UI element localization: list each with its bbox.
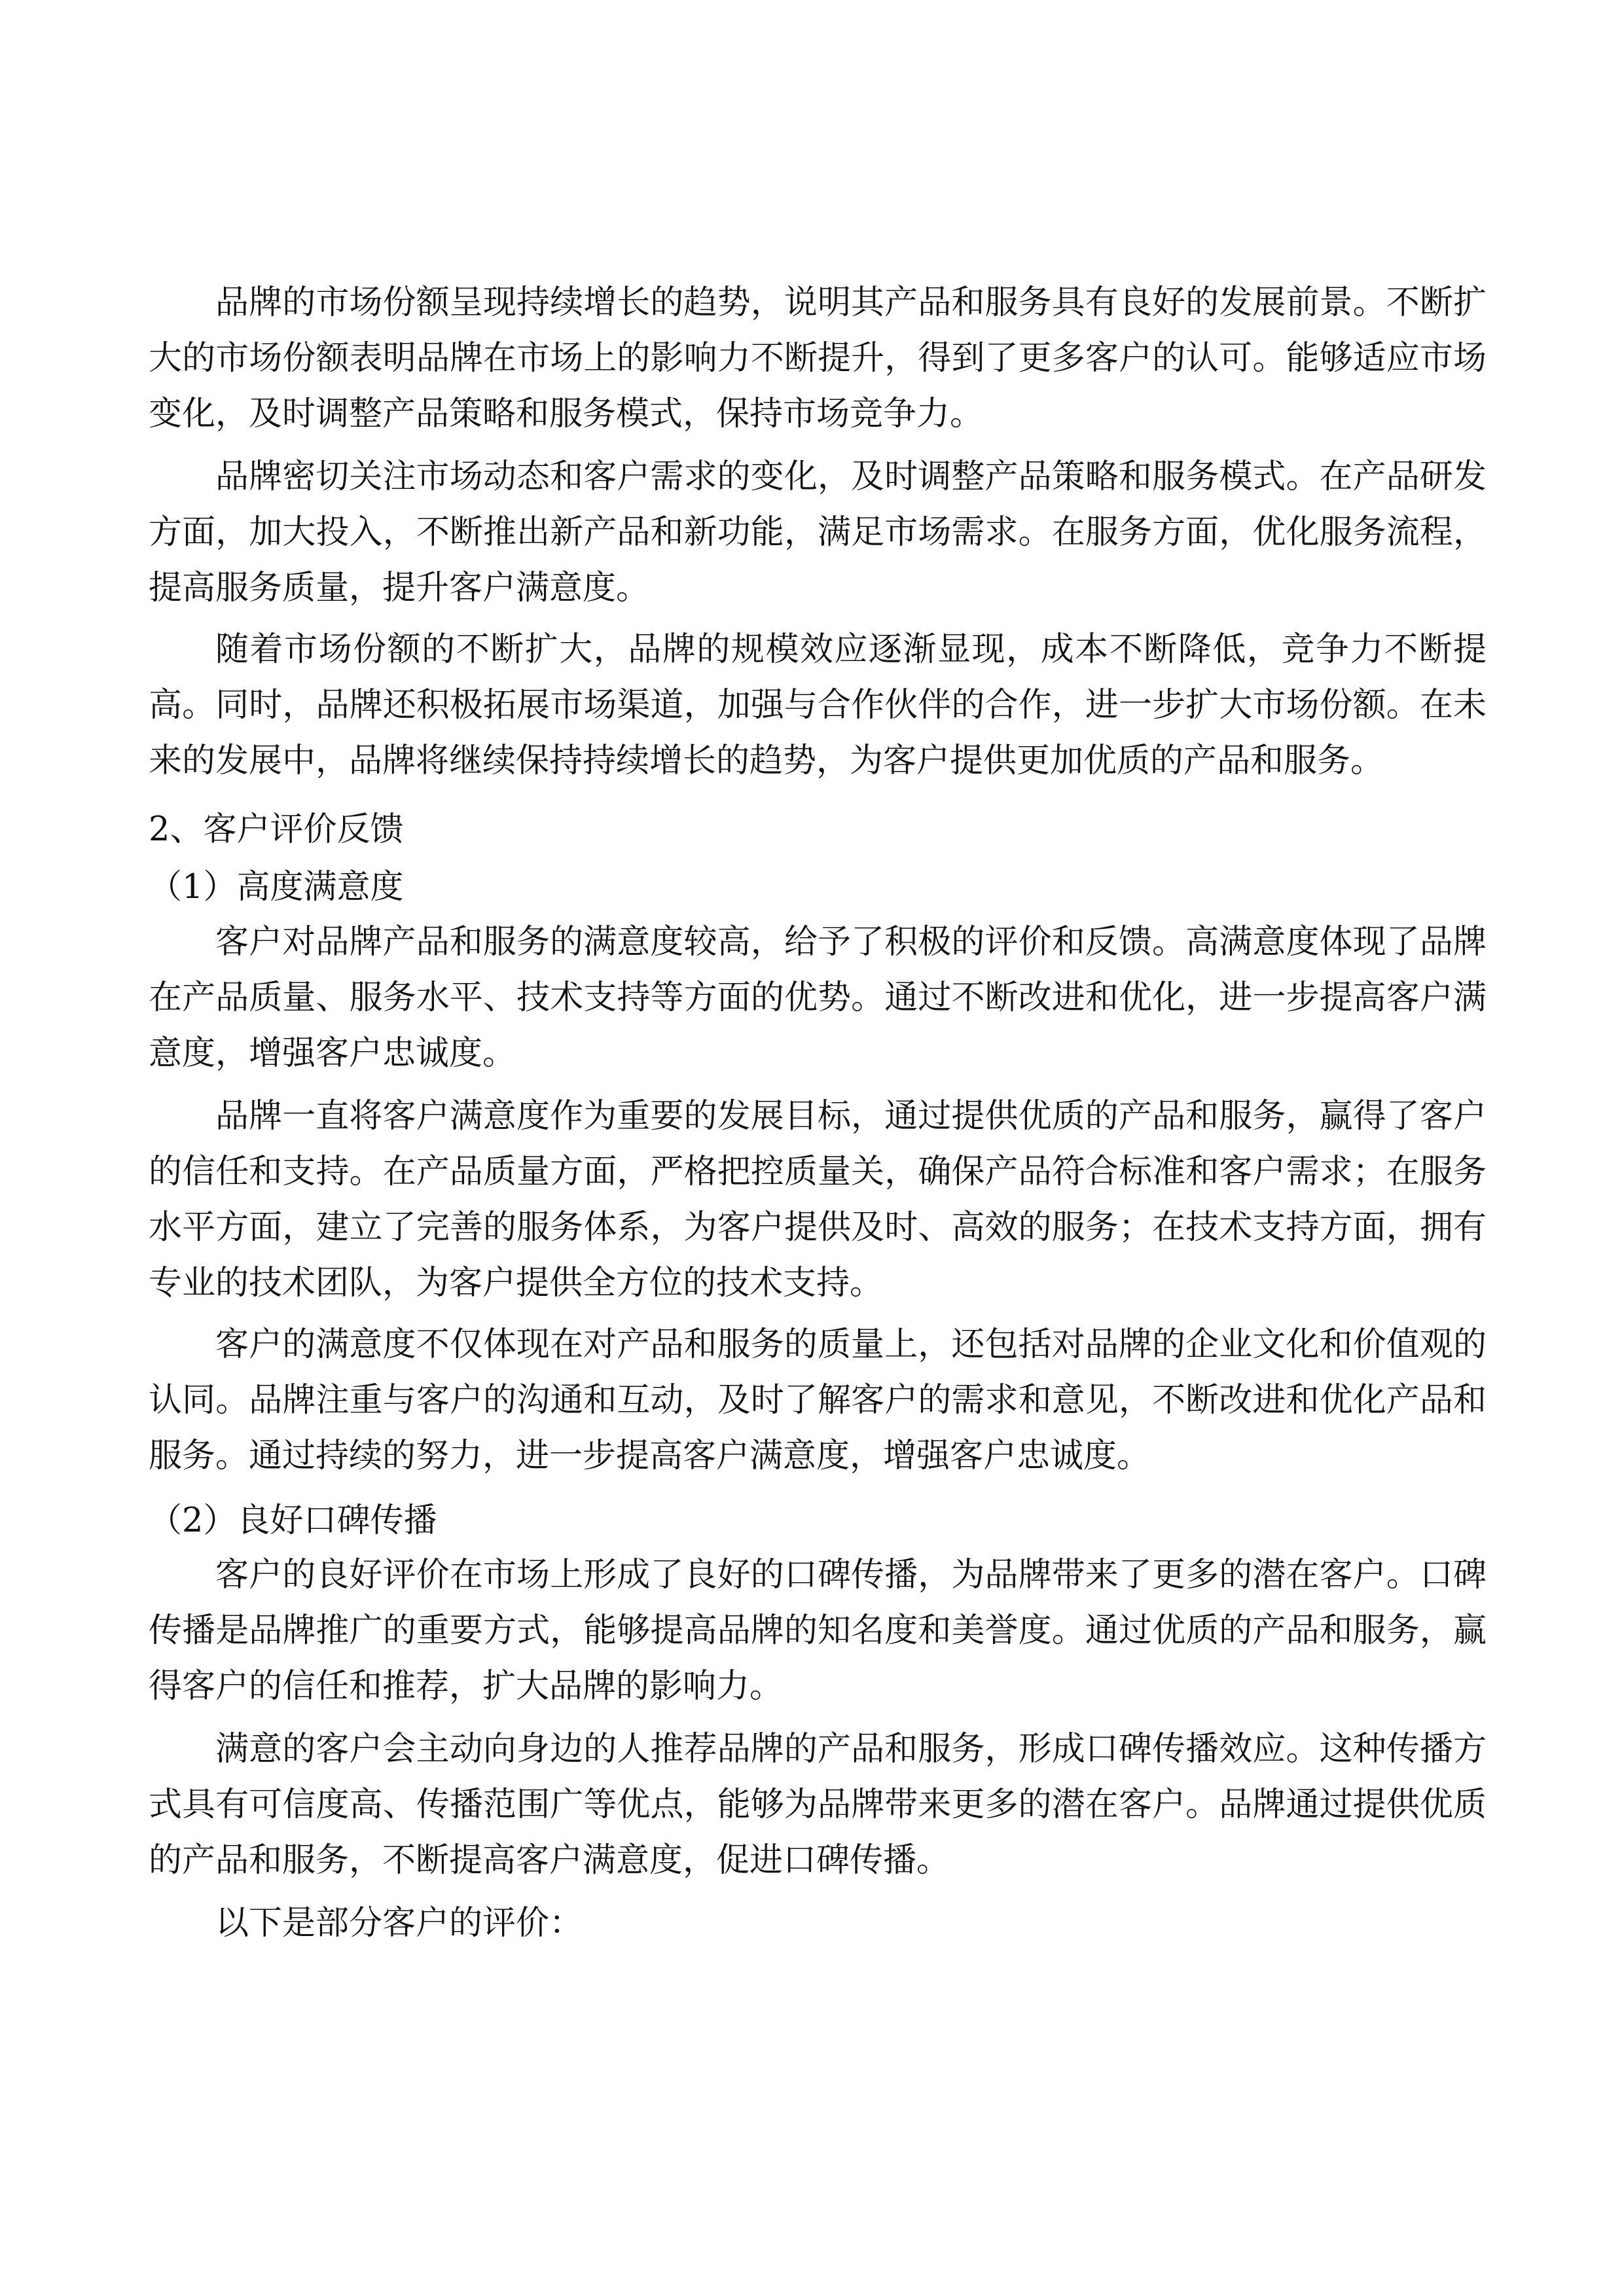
paragraph-line: 传播是品牌推广的重要方式，能够提高品牌的知名度和美誉度。通过优质的产品和服务，赢 [149, 1611, 1487, 1650]
paragraph-line: 客户的满意度不仅体现在对产品和服务的质量上，还包括对品牌的企业文化和价值观的 [215, 1325, 1487, 1364]
paragraph [149, 914, 1487, 1081]
paragraph [149, 1547, 1487, 1714]
paragraph-line: 在产品质量、服务水平、技术支持等方面的优势。通过不断改进和优化，进一步提高客户满 [149, 978, 1487, 1017]
paragraph-line: 式具有可信度高、传播范围广等优点，能够为品牌带来更多的潜在客户。品牌通过提供优质 [149, 1785, 1487, 1824]
paragraph [149, 1721, 1487, 1888]
paragraph-line: 意度，增强客户忠诚度。 [149, 1034, 516, 1073]
paragraph [149, 275, 1487, 442]
paragraph-line: 来的发展中，品牌将继续保持持续增长的趋势，为客户提供更加优质的产品和服务。 [149, 742, 1384, 780]
paragraph-line: 客户对品牌产品和服务的满意度较高，给予了积极的评价和反馈。高满意度体现了品牌 [215, 923, 1487, 961]
paragraph [149, 449, 1487, 616]
paragraph [149, 1895, 1487, 1951]
paragraph-line: 品牌的市场份额呈现持续增长的趋势，说明其产品和服务具有良好的发展前景。不断扩 [215, 283, 1487, 322]
paragraph-line: 变化，及时调整产品策略和服务模式，保持市场竞争力。 [149, 395, 984, 433]
paragraph-line: 提高服务质量，提升客户满意度。 [149, 569, 650, 607]
paragraph-line: 方面，加大投入，不断推出新产品和新功能，满足市场需求。在服务方面，优化服务流程， [149, 513, 1487, 552]
paragraph [149, 1088, 1487, 1311]
paragraph-line: 服务。通过持续的努力，进一步提高客户满意度，增强客户忠诚度。 [149, 1437, 1151, 1475]
paragraph-line: 认同。品牌注重与客户的沟通和互动，及时了解客户的需求和意见，不断改进和优化产品和 [149, 1381, 1487, 1420]
paragraph-line: 品牌密切关注市场动态和客户需求的变化，及时调整产品策略和服务模式。在产品研发 [215, 457, 1487, 496]
section-heading: 2、客户评价反馈 [149, 810, 404, 849]
section-heading: （2）良好口碑传播 [149, 1501, 437, 1540]
paragraph-line: 满意的客户会主动向身边的人推荐品牌的产品和服务，形成口碑传播效应。这种传播方 [215, 1730, 1487, 1768]
paragraph-line: 客户的良好评价在市场上形成了良好的口碑传播，为品牌带来了更多的潜在客户。口碑 [215, 1556, 1487, 1594]
section-heading: （1）高度满意度 [149, 868, 404, 906]
paragraph [149, 622, 1487, 789]
paragraph-line: 水平方面，建立了完善的服务体系，为客户提供及时、高效的服务；在技术支持方面，拥有 [149, 1208, 1487, 1247]
paragraph-line: 以下是部分客户的评价： [215, 1904, 583, 1943]
paragraph-line: 大的市场份额表明品牌在市场上的影响力不断提升，得到了更多客户的认可。能够适应市场 [149, 339, 1487, 378]
paragraph-line: 专业的技术团队，为客户提供全方位的技术支持。 [149, 1264, 884, 1302]
paragraph-line: 得客户的信任和推荐，扩大品牌的影响力。 [149, 1667, 784, 1706]
paragraph-line: 的产品和服务，不断提高客户满意度，促进口碑传播。 [149, 1841, 950, 1880]
paragraph [149, 1317, 1487, 1484]
paragraph-line: 的信任和支持。在产品质量方面，严格把控质量关，确保产品符合标准和客户需求；在服务 [149, 1153, 1487, 1191]
paragraph-line: 高。同时，品牌还积极拓展市场渠道，加强与合作伙伴的合作，进一步扩大市场份额。在未 [149, 686, 1487, 725]
paragraph-line: 随着市场份额的不断扩大，品牌的规模效应逐渐显现，成本不断降低，竞争力不断提 [215, 630, 1487, 669]
paragraph-line: 品牌一直将客户满意度作为重要的发展目标，通过提供优质的产品和服务，赢得了客户 [215, 1097, 1487, 1136]
